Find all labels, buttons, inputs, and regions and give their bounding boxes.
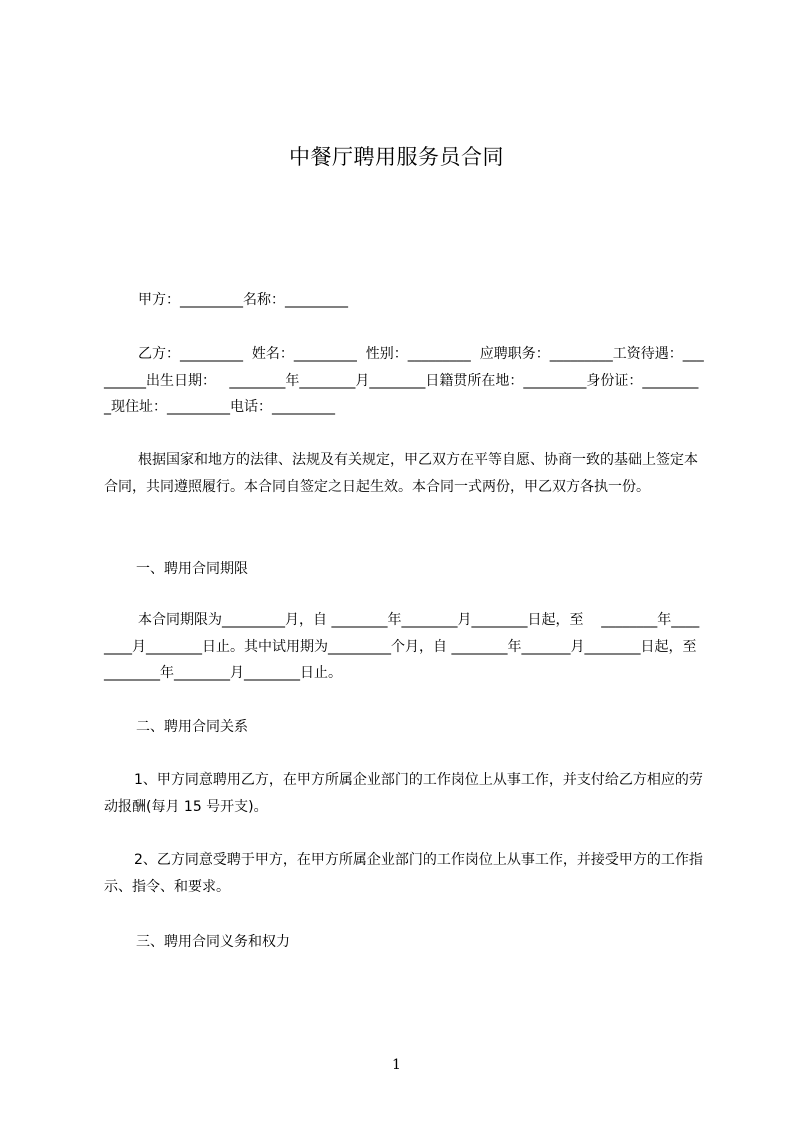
preamble-paragraph: 根据国家和地方的法律、法规及有关规定，甲乙双方在平等自愿、协商一致的基础上签定本合同，共同遵照履行。本合同自签定之日起生效。本合同一式两份，甲乙双方各执一份。 [104, 452, 698, 495]
section-2-item-1: 1、甲方同意聘用乙方，在甲方所属企业部门的工作岗位上从事工作，并支付给乙方相应的劳动报酬(每月 15 号开支)。 [104, 772, 703, 815]
section-3-heading: 三、聘用合同义务和权力 [136, 934, 290, 950]
party-b-info: 乙方：_________ 姓名：_________ 性别：_________ 应聘职务：_________工资待遇：_________出生日期： ________年________月________日籍贯所在地：_________身份证：_________现住址：_________电话：_________ [104, 346, 704, 415]
document-title: 中餐厅聘用服务员合同 [289, 145, 504, 169]
section-1-body: 本合同期限为_________月，自 ________年________月________日起，至 ________年________月________日止。其中试用期为_________个月，自 ________年_______月________日起，至 ________年________月________日止。 [104, 612, 710, 681]
section-2-item-2: 2、乙方同意受聘于甲方，在甲方所属企业部门的工作岗位上从事工作，并接受甲方的工作指示、指令、和要求。 [104, 852, 703, 895]
page-number: 1 [392, 1057, 401, 1073]
section-2-heading: 二、聘用合同关系 [136, 719, 248, 735]
section-1-heading: 一、聘用合同期限 [136, 561, 248, 577]
party-a-line: 甲方：_________名称：_________ [138, 292, 348, 308]
